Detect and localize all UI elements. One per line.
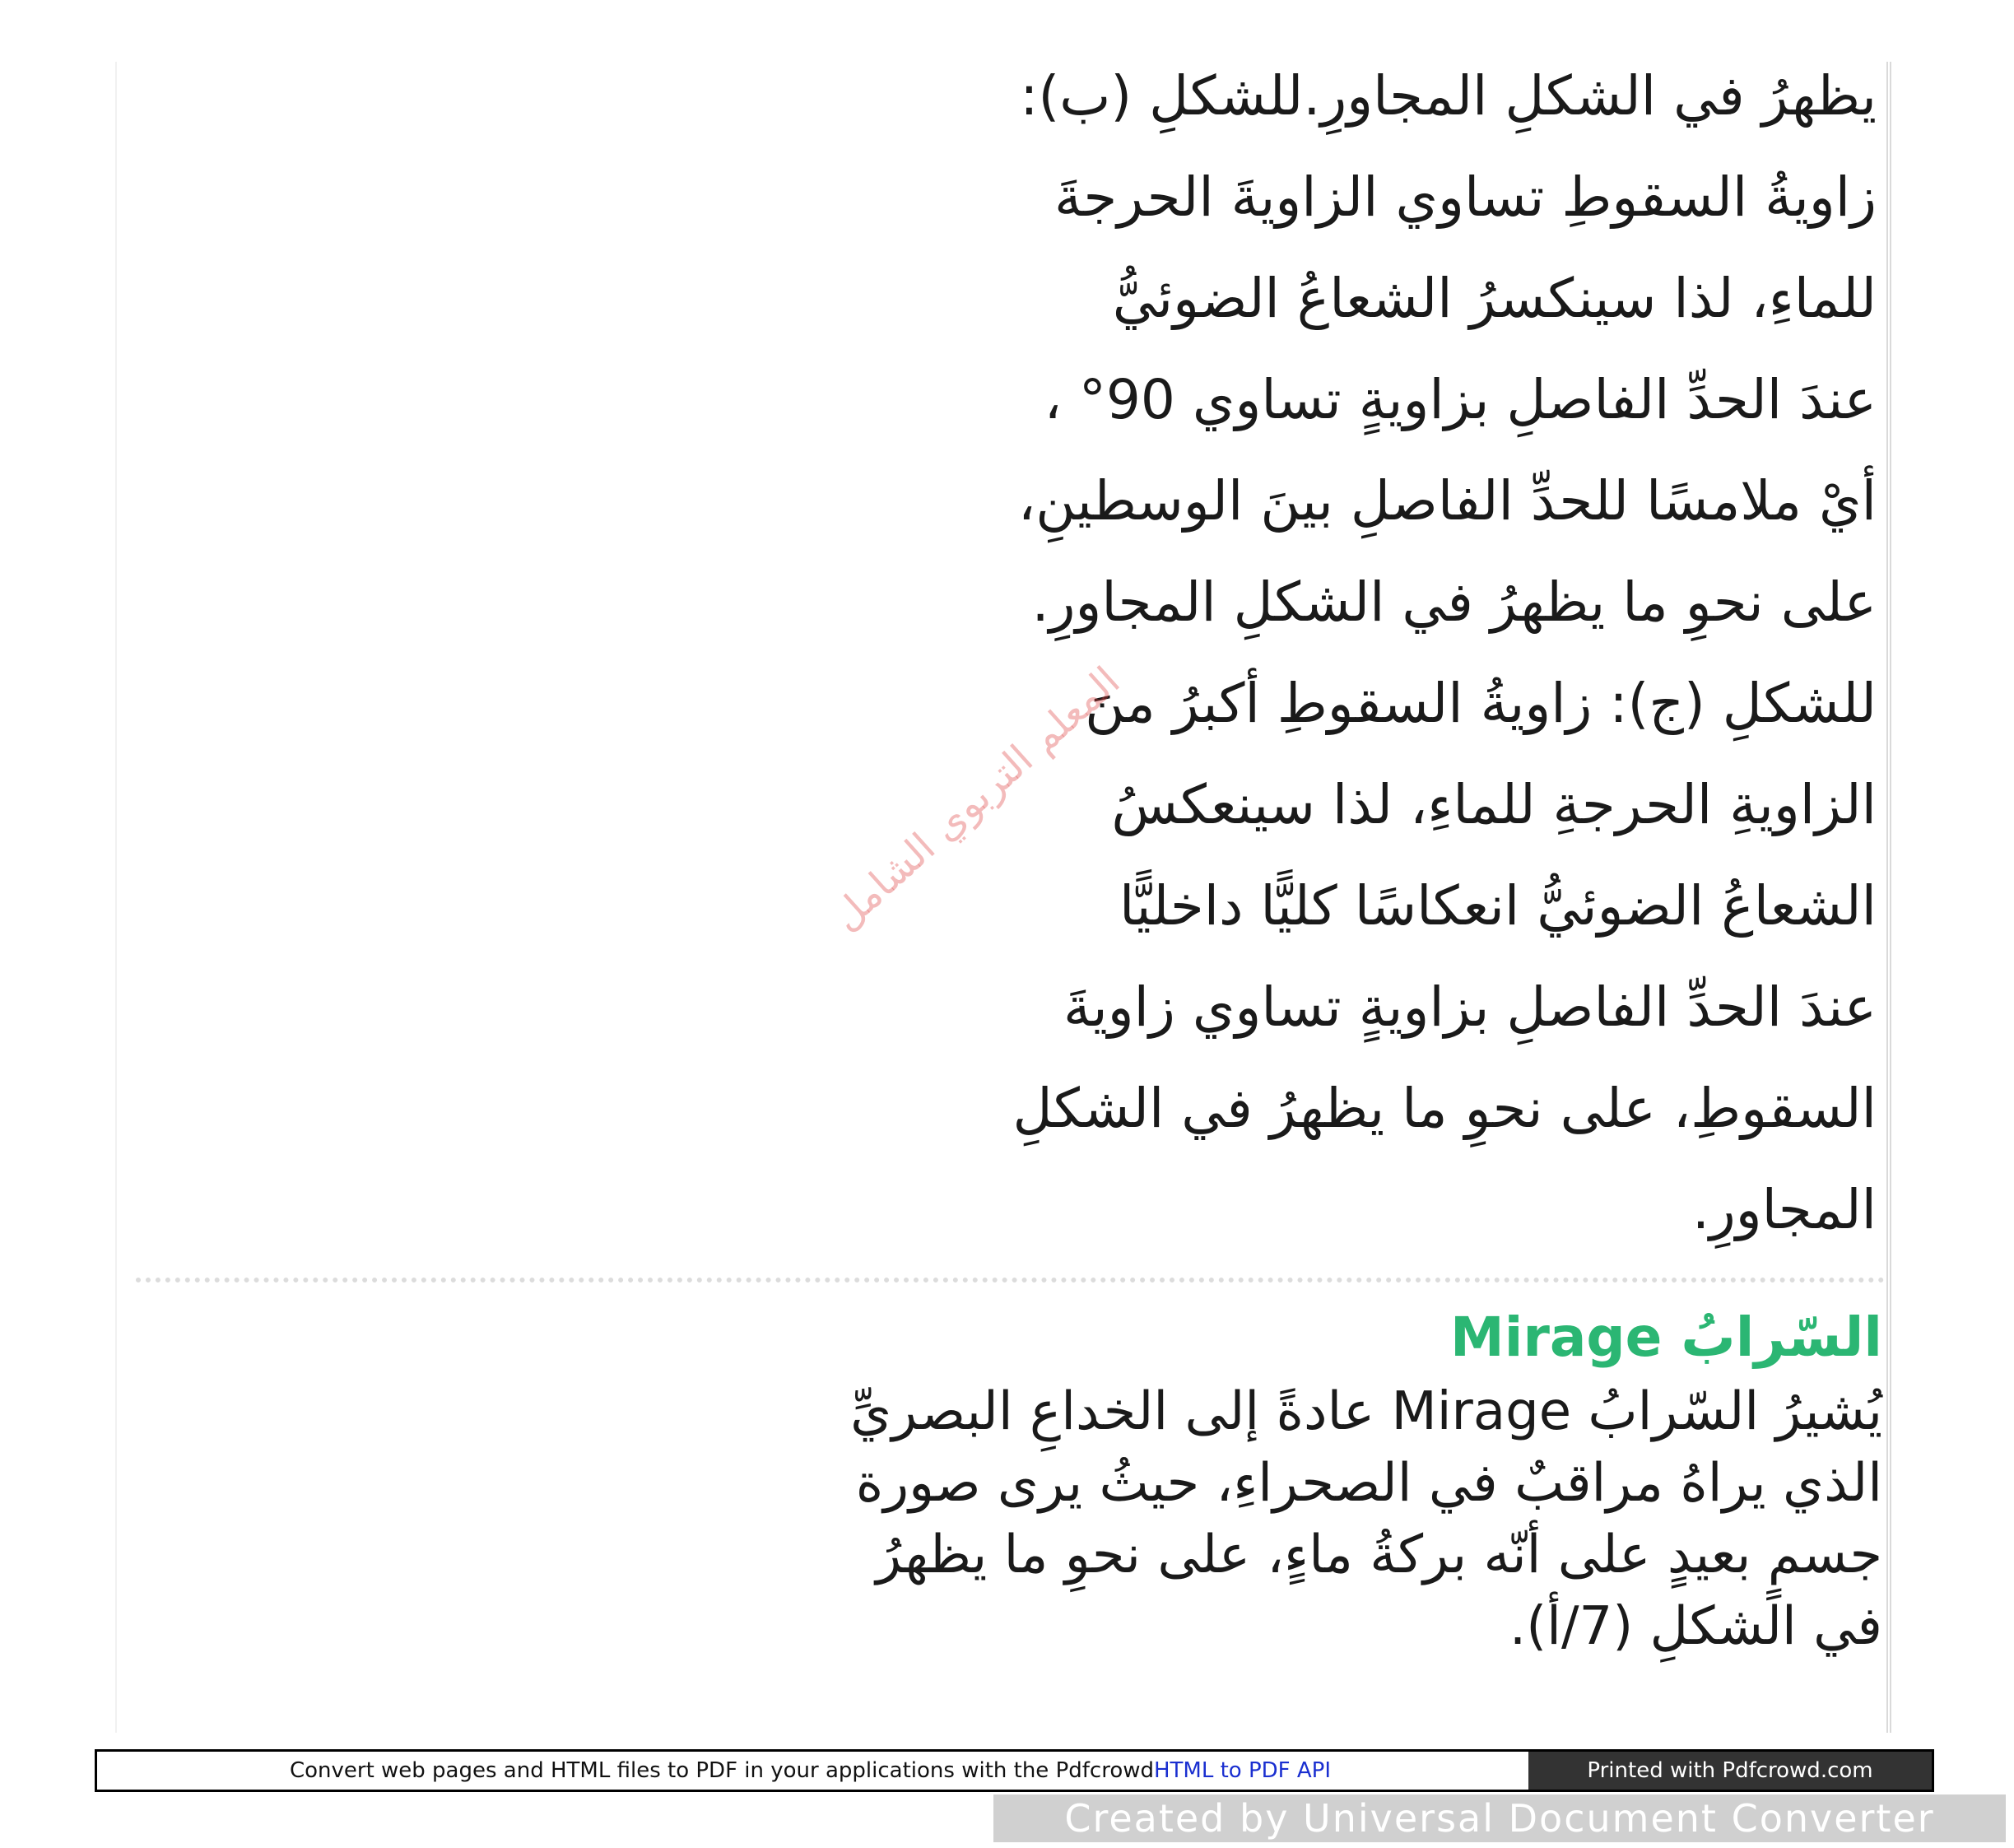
paragraph-line: يظهرُ في الشكلِ المجاورِ.للشكلِ (ب): [1020,64,1877,128]
paragraph-line: المجاورِ. [1691,1178,1877,1241]
html-to-pdf-api-link[interactable]: HTML to PDF API [1154,1758,1332,1783]
watermark: المعلم التربوي الشامل [823,658,1129,940]
paragraph-line: للماءِ، لذا سينكسرُ الشعاعُ الضوئيُّ [1112,267,1877,330]
footer-message [97,1752,1528,1790]
paragraph-line: السقوطِ، على نحوِ ما يظهرُ في الشكلِ [1012,1077,1877,1140]
paragraph-line: أيْ ملامسًا للحدِّ الفاصلِ بينَ الوسطينِ، [1017,469,1877,533]
paragraph-line: زاويةُ السقوطِ تساوي الزاويةَ الحرجةَ [1054,165,1877,229]
mirage-line: يُشيرُ السّرابُ Mirage عادةً إلى الخداعِ البصريِّ [850,1381,1882,1442]
document-body [132,45,1877,1260]
paragraph-line: الزاويةِ الحرجةِ للماءِ، لذا سينعكسُ [1111,773,1877,836]
mirage-heading: السّرابُ Mirage [1450,1306,1882,1369]
mirage-paragraph [137,1376,1882,1663]
footer-text: Convert web pages and HTML files to PDF in your applications with the Pdfcrowd [289,1758,1154,1783]
printed-with-badge[interactable]: Printed with Pdfcrowd.com [1528,1752,1932,1790]
paragraph-line: للشكلِ (ج): زاويةُ السقوطِ أكبرُ منَ [1085,672,1877,735]
paragraph-line: عندَ الحدِّ الفاصلِ بزاويةٍ تساوي زاويةَ [1063,975,1877,1039]
paragraph-line: على نحوِ ما يظهرُ في الشكلِ المجاورِ. [1031,570,1877,634]
pdfcrowd-footer [95,1749,1934,1792]
paragraph-line: عندَ الحدِّ الفاصلِ بزاويةٍ تساوي 90° ، [1044,368,1877,431]
mirage-line: في الشكلِ (7/أ). [1509,1596,1882,1657]
converter-banner: Created by Universal Document Converter [993,1794,2006,1842]
section-divider [136,1278,1885,1282]
mirage-line: الذي يراهُ مراقبٌ في الصحراءِ، حيثُ يرى صورة [855,1453,1882,1514]
mirage-line: جسمٍ بعيدٍ على أنّه بركةُ ماءٍ، على نحوِ ما يظهرُ [876,1524,1882,1585]
paragraph [132,45,1877,1260]
paragraph-line: الشعاعُ الضوئيُّ انعكاسًا كليًّا داخليًّا [1119,874,1877,938]
